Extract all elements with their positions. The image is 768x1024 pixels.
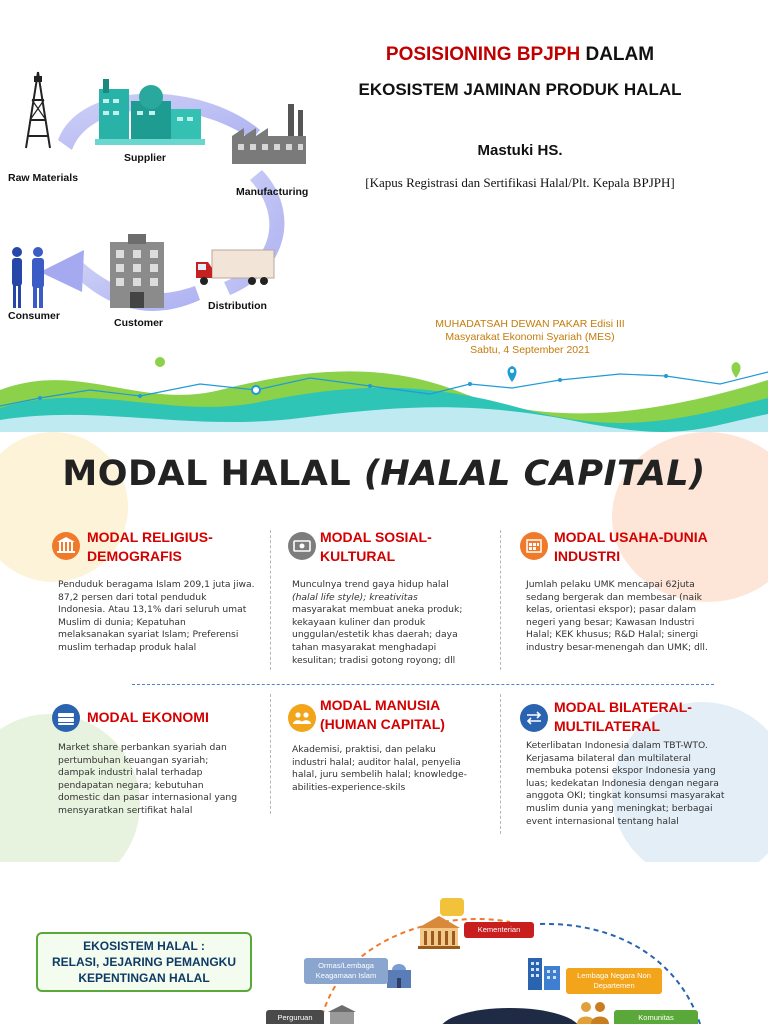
university-icon — [326, 1004, 358, 1024]
capital-heading-usaha — [554, 528, 708, 566]
column-divider — [270, 530, 271, 670]
heading-line: MODAL RELIGIUS- — [87, 529, 213, 545]
body-line: anggota OKI; tingkat konsumsi masyarakat — [526, 790, 725, 802]
chain-label-consumer: Consumer — [8, 310, 60, 322]
factory-icon — [520, 532, 548, 560]
event-organizer: Masyarakat Ekonomi Syariah (MES) — [445, 331, 615, 343]
body-line: unggulan/estetik khas daerah; daya — [292, 629, 458, 641]
body-line: halal, juru sembelih halal; knowledge- — [292, 769, 467, 781]
body-line: kelas, orientasi ekspor); pasar dalam — [526, 604, 697, 616]
halal-capital-slide — [0, 432, 768, 862]
heading-line: MODAL BILATERAL- — [554, 699, 692, 715]
row-divider — [132, 684, 714, 685]
body-line: Kerjasama bilateral dan multilateral — [526, 752, 691, 764]
event-name: MUHADATSAH DEWAN PAKAR Edisi III — [435, 318, 625, 330]
body-line: event internasional tentang halal — [526, 815, 679, 827]
body-line: Akademisi, praktisi, dan pelaku — [292, 744, 436, 755]
node-ormas — [304, 958, 388, 984]
slide-subtitle: EKOSISTEM JAMINAN PRODUK HALAL — [358, 80, 682, 99]
office-building-icon — [524, 952, 564, 992]
title-italic: (HALAL CAPITAL) — [363, 454, 706, 494]
body-line: Muslim di dunia; Kepatuhan — [58, 616, 186, 628]
author-name: Mastuki HS. — [477, 142, 563, 159]
oil-rig-icon — [22, 70, 54, 150]
manufacturing-plant-icon — [230, 102, 310, 168]
body-line: Penduduk beragama Islam 209,1 juta jiwa. — [58, 579, 255, 590]
building-columns-icon — [52, 532, 80, 560]
author-role: [Kapus Registrasi dan Sertifikasi Halal/Plt. Kepala BPJPH] — [365, 175, 675, 190]
body-line: sedang bergerak dan membesar (naik — [526, 591, 702, 603]
body-line: domestic dan pasar internasional yang — [58, 792, 238, 804]
column-divider — [270, 694, 271, 814]
node-line: Lembaga Negara Non — [577, 971, 651, 980]
community-icon — [574, 998, 614, 1024]
body-line: negeri yang besar; Kawasan Industri — [526, 616, 695, 628]
title-plain: MODAL HALAL — [62, 454, 364, 494]
eco-box-line: RELASI, JEJARING PEMANGKU — [51, 955, 237, 969]
capital-body-religius — [58, 579, 263, 655]
body-line: mensyaratkan sertifikat halal — [58, 804, 193, 816]
body-line: muslim terhadap produk halal — [58, 641, 197, 653]
halal-capital-title — [0, 454, 768, 494]
node-line: Keagamaan Islam — [315, 971, 377, 980]
heading-line: MULTILATERAL — [554, 718, 661, 734]
body-line: (halal life style); kreativitas — [292, 591, 418, 603]
customer-building-icon — [108, 232, 166, 310]
money-icon — [288, 532, 316, 560]
consumer-people-icon — [8, 244, 52, 310]
body-line: Halal; KEK khusus; R&D Halal; sinergi — [526, 629, 699, 641]
body-line: abilities-experience-skils — [292, 781, 406, 793]
node-perguruan: Perguruan — [266, 1010, 324, 1024]
body-line: Keterlibatan Indonesia dalam TBT-WTO. — [526, 740, 708, 751]
mosque-icon — [384, 958, 414, 990]
heading-line: MODAL MANUSIA — [320, 697, 441, 713]
body-line: Indonesia. Atau 13,1% dari seluruh umat — [58, 604, 247, 616]
body-line: kesulitan; tradisi gotong royong; dll — [292, 654, 456, 666]
supplier-plant-icon — [95, 75, 205, 150]
cash-stack-icon — [52, 704, 80, 732]
node-lembaga-negara — [566, 968, 662, 994]
capital-body-sosial — [292, 579, 492, 667]
title-slide — [0, 0, 768, 432]
body-line: pertumbuhan keuangan syariah; — [58, 754, 209, 766]
people-icon — [288, 704, 316, 732]
capital-body-ekonomi — [58, 742, 263, 818]
heading-line: DEMOGRAFIS — [87, 548, 182, 564]
chain-label-customer: Customer — [114, 317, 164, 329]
body-line: industry besar-menengah dan UMK; dll. — [526, 641, 708, 653]
capital-heading-bilateral — [554, 698, 692, 736]
capital-body-bilateral — [526, 740, 751, 828]
node-kementerian: Kementerian — [464, 922, 534, 938]
column-divider — [500, 694, 501, 834]
eco-box-line: KEPENTINGAN HALAL — [78, 971, 210, 985]
chain-label-distribution: Distribution — [208, 300, 267, 312]
chain-label-supplier: Supplier — [124, 152, 167, 164]
capital-body-manusia — [292, 744, 492, 794]
body-line: tahan masyarakat menghadapi — [292, 641, 437, 653]
event-date: Sabtu, 4 September 2021 — [470, 344, 590, 356]
heading-line: MODAL USAHA-DUNIA — [554, 529, 708, 545]
ecosystem-title-box — [36, 932, 252, 992]
body-line: melaksanakan syariat Islam; Preferensi — [58, 629, 239, 641]
heading-line: MODAL EKONOMI — [87, 709, 209, 725]
slide-title — [300, 44, 740, 66]
heading-line: (HUMAN CAPITAL) — [320, 716, 445, 732]
exchange-arrows-icon — [520, 704, 548, 732]
body-line: dampak industri halal terhadap — [58, 767, 203, 779]
body-line: pendapatan negara; kebutuhan — [58, 779, 204, 791]
body-line: luas; kedekatan Indonesia dengan negara — [526, 777, 719, 789]
decorative-waves — [0, 350, 768, 432]
column-divider — [500, 530, 501, 670]
capital-body-usaha — [526, 579, 741, 655]
node-komunitas: Komunitas — [614, 1010, 698, 1024]
truck-icon — [194, 248, 276, 288]
body-line: Market share perbankan syariah dan — [58, 742, 227, 753]
heading-line: MODAL SOSIAL- — [320, 529, 432, 545]
body-line: 87,2 persen dari total penduduk — [58, 591, 207, 603]
eco-box-line: EKOSISTEM HALAL : — [83, 939, 205, 953]
government-building-icon — [414, 914, 464, 950]
capital-heading-sosial — [320, 528, 432, 566]
heading-line: KULTURAL — [320, 548, 396, 564]
heading-line: INDUSTRI — [554, 548, 621, 564]
body-line: Jumlah pelaku UMK mencapai 62juta — [526, 579, 695, 590]
chain-label-raw-materials: Raw Materials — [8, 172, 79, 184]
body-line: membuka potensi ekspor Indonesia yang — [526, 765, 716, 777]
chain-label-manufacturing: Manufacturing — [236, 186, 309, 198]
capital-heading-manusia — [320, 696, 445, 734]
node-line: Ormas/Lembaga — [318, 961, 374, 970]
body-line: kekayaan kuliner dan produk — [292, 616, 426, 628]
body-line: industri halal; auditor halal, penyelia — [292, 756, 461, 768]
body-line: masyarakat membuat aneka produk; — [292, 604, 463, 616]
ecosystem-slide — [0, 862, 768, 1024]
slide-title-highlight: POSISIONING BPJPH — [385, 44, 581, 65]
capital-heading-ekonomi — [87, 708, 209, 727]
body-line: Munculnya trend gaya hidup halal — [292, 579, 449, 590]
body-line: muslim dunia yang meningkat; berbagai — [526, 802, 713, 814]
slide-title-rest: DALAM — [580, 44, 655, 65]
node-line: Departemen — [593, 981, 635, 990]
capital-heading-religius — [87, 528, 213, 566]
